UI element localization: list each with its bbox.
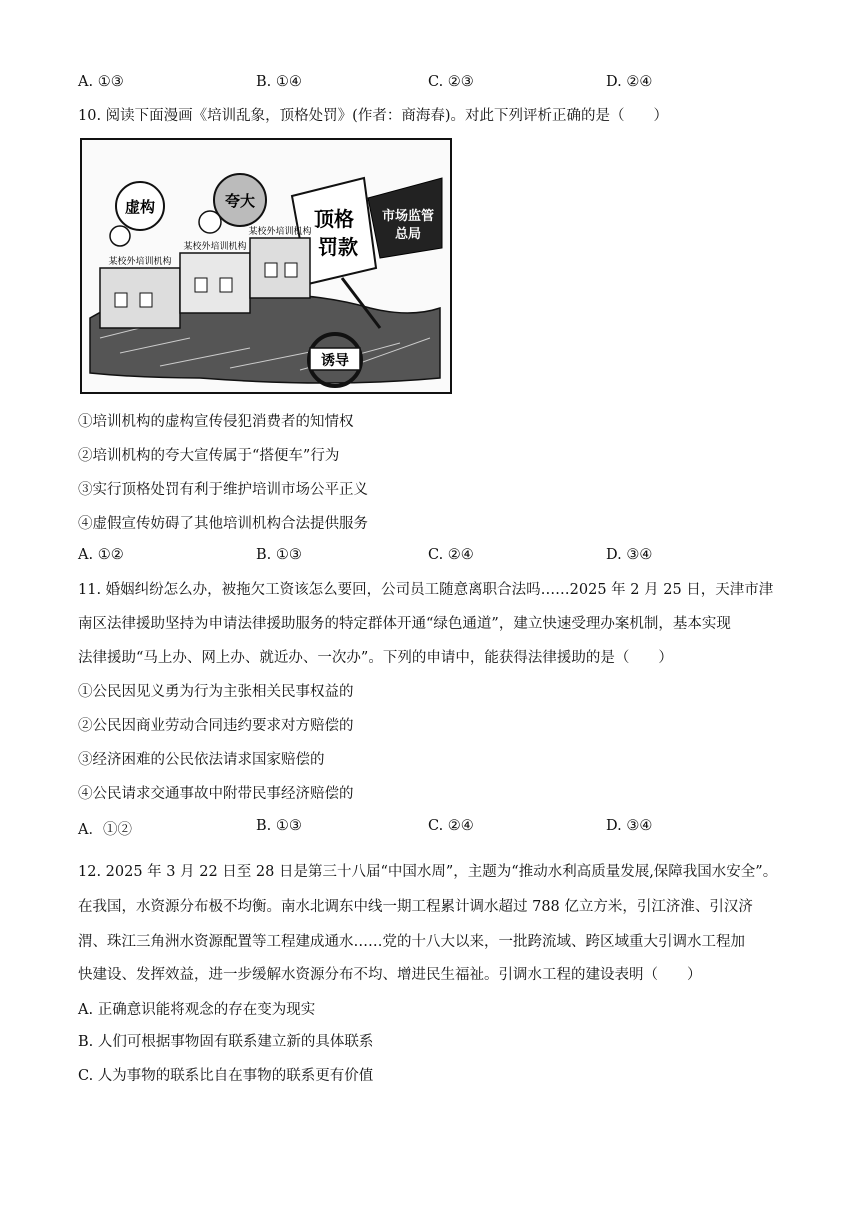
q11-stem-line-3: 法律援助“马上办、网上办、就近办、一次办”。下列的申请中，能获得法律援助的是（ ） (78, 650, 673, 666)
q10-option-c: C. ②④ (428, 547, 474, 563)
q11-option-c: C. ②④ (428, 818, 474, 834)
label-building-2: 某校外培训机构 (183, 242, 247, 252)
label-fine-1: 顶格 (314, 207, 354, 231)
q9-option-c: C. ②③ (428, 74, 474, 90)
q11-statement-3: ③经济困难的公民依法请求国家赔偿的 (78, 752, 325, 768)
q12-option-b: B. 人们可根据事物固有联系建立新的具体联系 (78, 1034, 374, 1050)
label-regulator-2: 总局 (394, 227, 422, 242)
q11-statement-4: ④公民请求交通事故中附带民事经济赔偿的 (78, 786, 354, 802)
q11-statement-1: ①公民因见义勇为行为主张相关民事权益的 (78, 684, 354, 700)
q12-stem-line-1: 12. 2025 年 3 月 22 日至 28 日是第三十八届“中国水周”，主题为“推动水利高质量发展,保障我国水安全”。 (78, 864, 778, 880)
q11-statement-2: ②公民因商业劳动合同违约要求对方赔偿的 (78, 718, 354, 734)
q9-option-b: B. ①④ (256, 74, 302, 90)
q11-option-a: A．①② (78, 822, 132, 838)
q9-options (78, 74, 798, 94)
q10-options (78, 547, 798, 567)
q12-stem-line-2: 在我国，水资源分布极不均衡。南水北调东中线一期工程累计调水超过 788 亿立方米，引江济淮、引汉济 (78, 899, 753, 915)
cartoon-drawing (80, 138, 452, 394)
q10-statement-1: ①培训机构的虚构宣传侵犯消费者的知情权 (78, 414, 354, 430)
q12-stem-line-4: 快建设、发挥效益，进一步缓解水资源分布不均、增进民生福祉。引调水工程的建设表明（ ） (78, 967, 702, 983)
q10-statement-3: ③实行顶格处罚有利于维护培训市场公平正义 (78, 482, 368, 498)
label-building-1: 某校外培训机构 (108, 257, 172, 267)
label-regulator-1: 市场监管 (381, 209, 435, 224)
q10-stem: 10. 阅读下面漫画《培训乱象，顶格处罚》(作者：商海春)。对此下列评析正确的是（ ） (78, 108, 668, 124)
q11-stem-line-1: 11. 婚姻纠纷怎么办，被拖欠工资该怎么要回，公司员工随意离职合法吗……2025 年 2 月 25 日，天津市津 (78, 582, 774, 598)
label-fine-2: 罚款 (318, 235, 358, 259)
q11-stem-line-2: 南区法律援助坚持为申请法律援助服务的特定群体开通“绿色通道”，建立快速受理办案机制，基本实现 (78, 616, 731, 632)
label-fake: 虚构 (124, 198, 156, 216)
q12-option-a: A. 正确意识能将观念的存在变为现实 (78, 1002, 316, 1018)
q10-statement-4: ④虚假宣传妨碍了其他培训机构合法提供服务 (78, 516, 368, 532)
q10-statement-2: ②培训机构的夸大宣传属于“搭便车”行为 (78, 448, 340, 464)
q9-option-a: A. ①③ (78, 74, 124, 90)
q11-options (78, 818, 798, 838)
label-exaggerate: 夸大 (224, 192, 256, 210)
q12-option-c: C. 人为事物的联系比自在事物的联系更有价值 (78, 1068, 374, 1084)
label-building-3: 某校外培训机构 (248, 227, 312, 237)
q10-option-a: A. ①② (78, 547, 124, 563)
q11-option-b: B. ①③ (256, 818, 302, 834)
q10-option-b: B. ①③ (256, 547, 302, 563)
label-lure: 诱导 (321, 353, 349, 369)
q9-option-d: D. ②④ (606, 74, 653, 90)
q11-option-d: D. ③④ (606, 818, 653, 834)
q12-stem-line-3: 渭、珠江三角洲水资源配置等工程建成通水……党的十八大以来，一批跨流域、跨区域重大引调水工程加 (78, 934, 745, 950)
q10-option-d: D. ③④ (606, 547, 653, 563)
q10-cartoon (80, 138, 452, 394)
